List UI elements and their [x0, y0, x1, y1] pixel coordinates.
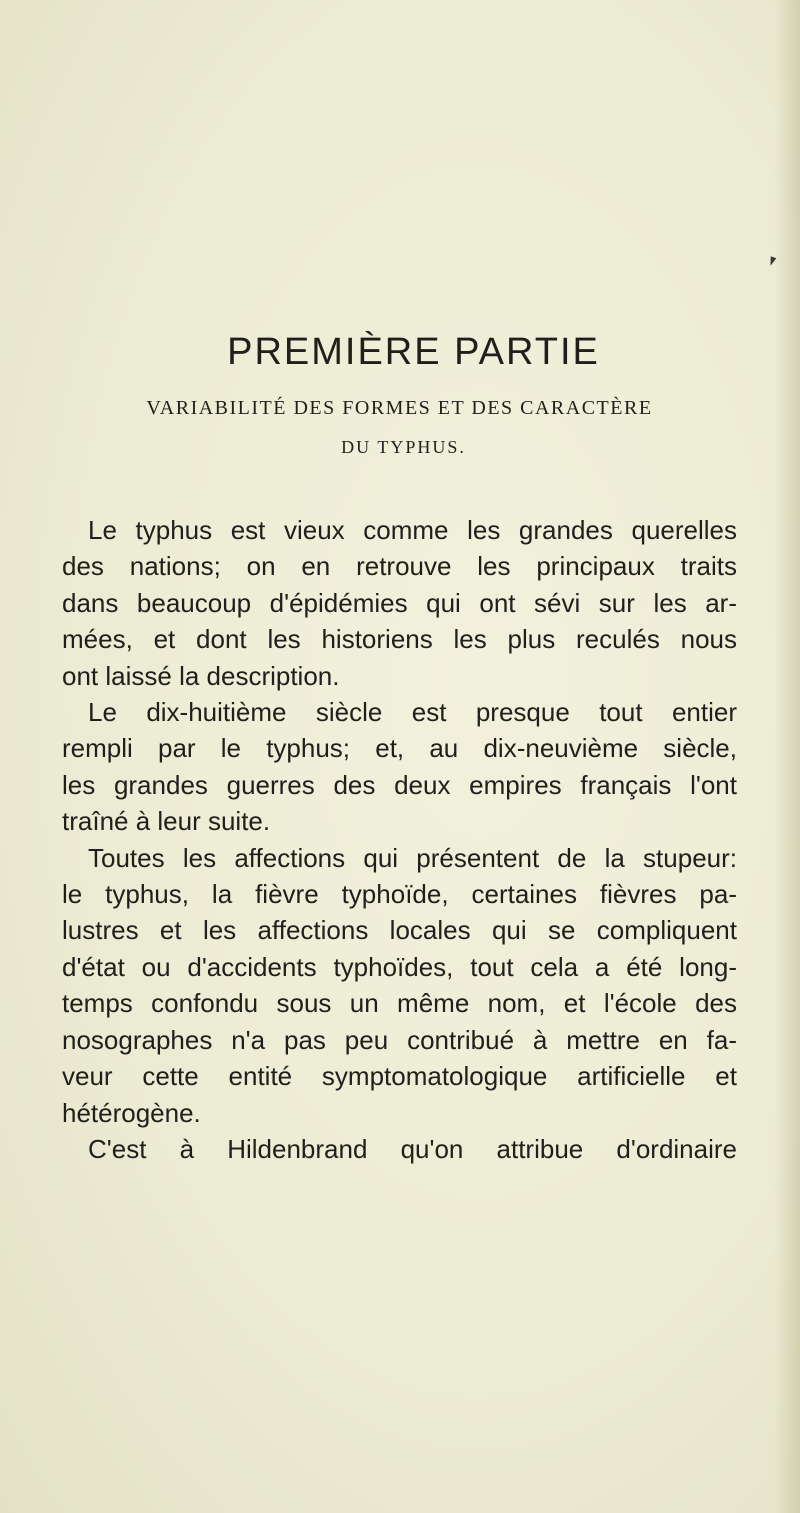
part-title: PREMIÈRE PARTIE — [227, 331, 600, 373]
text-line: des nations; on en retrouve les principaux traits — [62, 551, 737, 582]
text-line: mées, et dont les historiens les plus reculés nous — [62, 624, 737, 655]
text-line: nosographes n'a pas peu contribué à mettre en fa- — [62, 1024, 737, 1055]
page-content — [62, 330, 737, 1167]
paragraph-2 — [62, 694, 737, 840]
text-line: dans beaucoup d'épidémies qui ont sévi sur les ar- — [62, 587, 737, 618]
chapter-subtitle-line-1: VARIABILITÉ DES FORMES ET DES CARACTÈRE — [146, 397, 653, 419]
chapter-subtitle-line-2: DU TYPHUS. — [341, 437, 466, 457]
text-line: rempli par le typhus; et, au dix-neuvième siècle, — [62, 733, 737, 764]
text-line: Le typhus est vieux comme les grandes querelles — [88, 515, 737, 545]
text-line: traîné à leur suite. — [62, 806, 271, 837]
paragraph-1 — [62, 512, 737, 694]
text-line: ont laissé la description. — [62, 660, 340, 691]
text-line: les grandes guerres des deux empires français l'ont — [62, 769, 737, 800]
text-line: temps confondu sous un même nom, et l'école des — [62, 988, 737, 1019]
body-text — [62, 512, 737, 1167]
text-line: Le dix-huitième siècle est presque tout entier — [88, 697, 737, 728]
page-edge-shadow — [774, 0, 800, 1513]
text-line: veur cette entité symptomatologique artificielle et — [62, 1061, 737, 1092]
text-line: Toutes les affections qui présentent de la stupeur: — [88, 842, 737, 873]
text-line: le typhus, la fièvre typhoïde, certaines fièvres pa- — [62, 879, 737, 910]
paragraph-4 — [62, 1131, 737, 1167]
paragraph-3 — [62, 840, 737, 1131]
text-line: d'état ou d'accidents typhoïdes, tout cela a été long- — [62, 951, 737, 982]
text-line: C'est à Hildenbrand qu'on attribue d'ordinaire — [88, 1133, 737, 1164]
text-line: hétérogène. — [62, 1097, 201, 1128]
text-line: lustres et les affections locales qui se compliquent — [62, 915, 737, 946]
